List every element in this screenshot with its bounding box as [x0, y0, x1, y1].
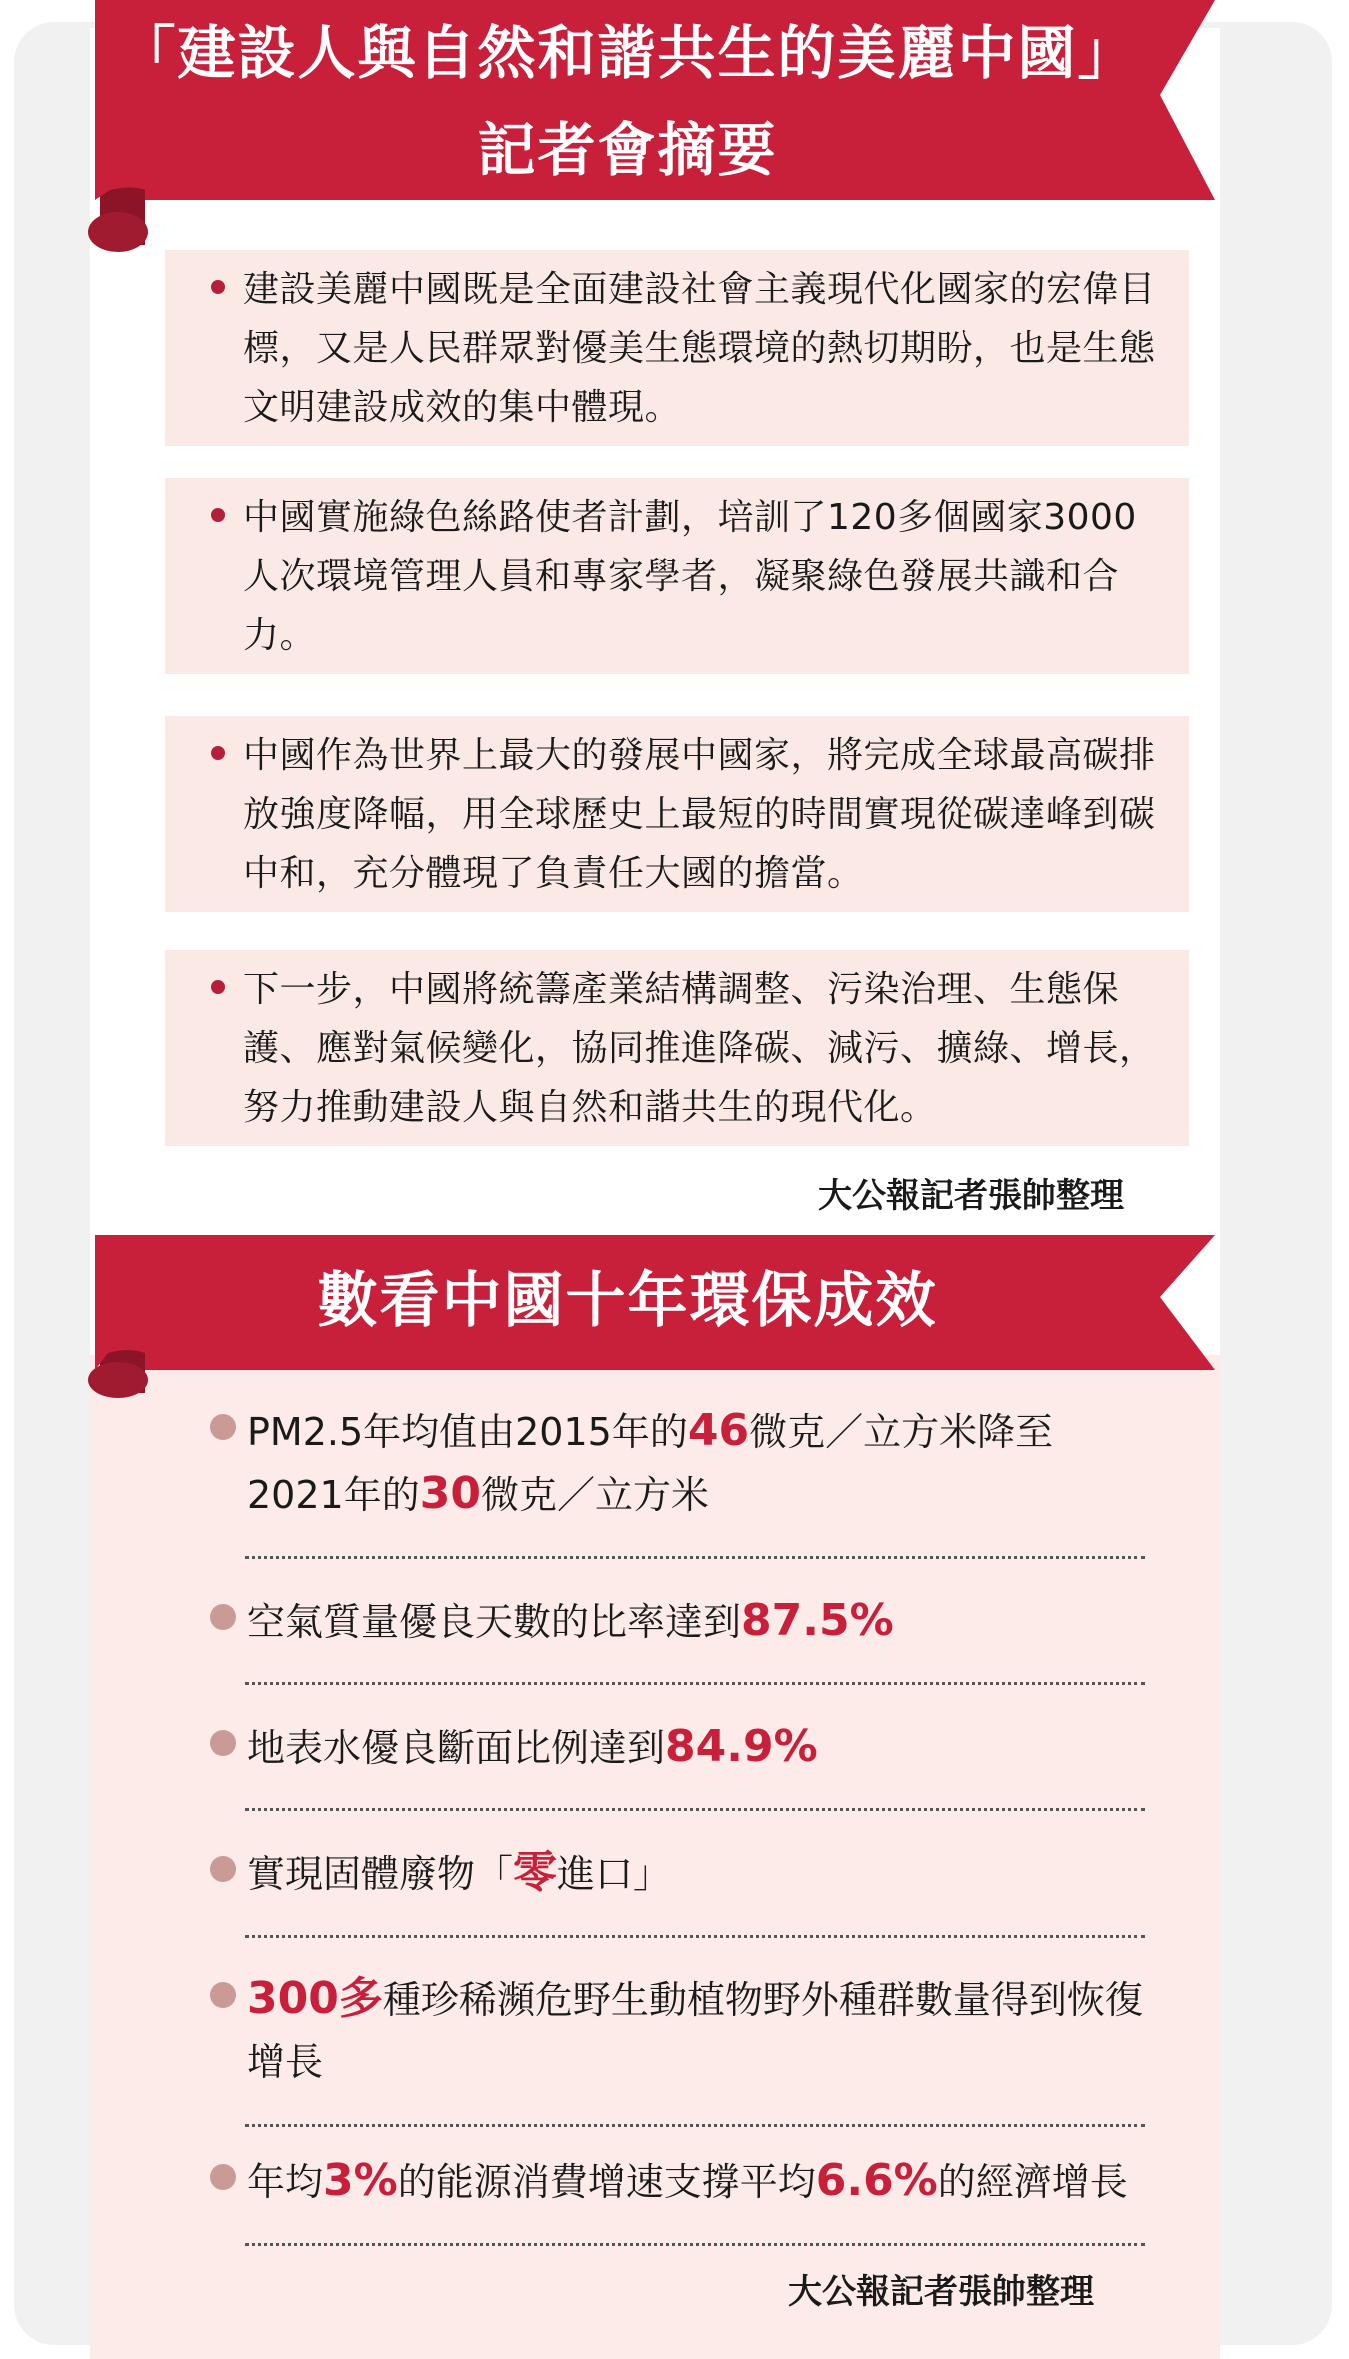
- stat-text: 實現固體廢物「零進口」: [247, 1847, 672, 1898]
- summary-banner: [0, 0, 1349, 260]
- stat-highlight: 84.9%: [665, 1721, 818, 1772]
- summary-item: [165, 716, 1189, 912]
- dotted-divider: [245, 2124, 1145, 2127]
- summary-item: [165, 478, 1189, 674]
- summary-text: 下一步，中國將統籌產業結構調整、污染治理、生態保護、應對氣候變化，協同推進降碳、減污、擴綠、增長，努力推動建設人與自然和諧共生的現代化。: [243, 969, 1156, 1128]
- stat-highlight: 46: [687, 1405, 750, 1456]
- stat-highlight: 87.5%: [741, 1595, 894, 1646]
- stat-highlight: 300多: [247, 1973, 383, 2024]
- stat-highlight: 6.6%: [815, 2155, 938, 2206]
- bullet-icon: [210, 2164, 236, 2190]
- bullet-icon: [211, 980, 225, 994]
- bullet-icon: [210, 1604, 236, 1630]
- reporter-credit: 大公報記者張帥整理: [818, 1176, 1124, 1216]
- summary-item: [165, 250, 1189, 446]
- stat-text: 地表水優良斷面比例達到84.9%: [247, 1721, 818, 1772]
- dotted-divider: [245, 2243, 1145, 2246]
- stat-text: 空氣質量優良天數的比率達到87.5%: [247, 1595, 894, 1646]
- summary-text: 建設美麗中國既是全面建設社會主義現代化國家的宏偉目標，又是人民群眾對優美生態環境的熱切期盼，也是生態文明建設成效的集中體現。: [243, 269, 1156, 428]
- dotted-divider: [245, 1935, 1145, 1938]
- stats-banner: [0, 1235, 1349, 1405]
- bullet-icon: [210, 1982, 236, 2008]
- banner-title-line1: 「建設人與自然和諧共生的美麗中國」: [117, 19, 1138, 87]
- bullet-icon: [211, 746, 225, 760]
- reporter-credit: 大公報記者張帥整理: [788, 2272, 1094, 2312]
- dotted-divider: [245, 1682, 1145, 1685]
- dotted-divider: [245, 1808, 1145, 1811]
- banner-title-line2: 記者會摘要: [477, 116, 778, 184]
- bullet-icon: [210, 1856, 236, 1882]
- bullet-icon: [211, 280, 225, 294]
- summary-item: [165, 950, 1189, 1146]
- bullet-icon: [210, 1414, 236, 1440]
- stat-text: 年均3%的能源消費增速支撐平均6.6%的經濟增長: [247, 2155, 1128, 2206]
- stat-text: PM2.5年均值由2015年的46微克／立方米降至2021年的30微克／立方米: [247, 1405, 1054, 1519]
- stat-text: 300多種珍稀瀕危野生動植物野外種群數量得到恢復增長: [247, 1973, 1143, 2084]
- summary-text: 中國實施綠色絲路使者計劃，培訓了120多個國家3000人次環境管理人員和專家學者，凝聚綠色發展共識和合力。: [243, 497, 1137, 656]
- stat-highlight: 3%: [323, 2155, 398, 2206]
- stat-highlight: 30: [419, 1468, 481, 1519]
- banner-title: 數看中國十年環保成效: [317, 1266, 938, 1336]
- bullet-icon: [210, 1730, 236, 1756]
- stat-highlight: 零: [513, 1847, 558, 1898]
- dotted-divider: [245, 1556, 1145, 1559]
- bullet-icon: [211, 508, 225, 522]
- summary-text: 中國作為世界上最大的發展中國家，將完成全球最高碳排放強度降幅，用全球歷史上最短的時間實現從碳達峰到碳中和，充分體現了負責任大國的擔當。: [243, 735, 1156, 894]
